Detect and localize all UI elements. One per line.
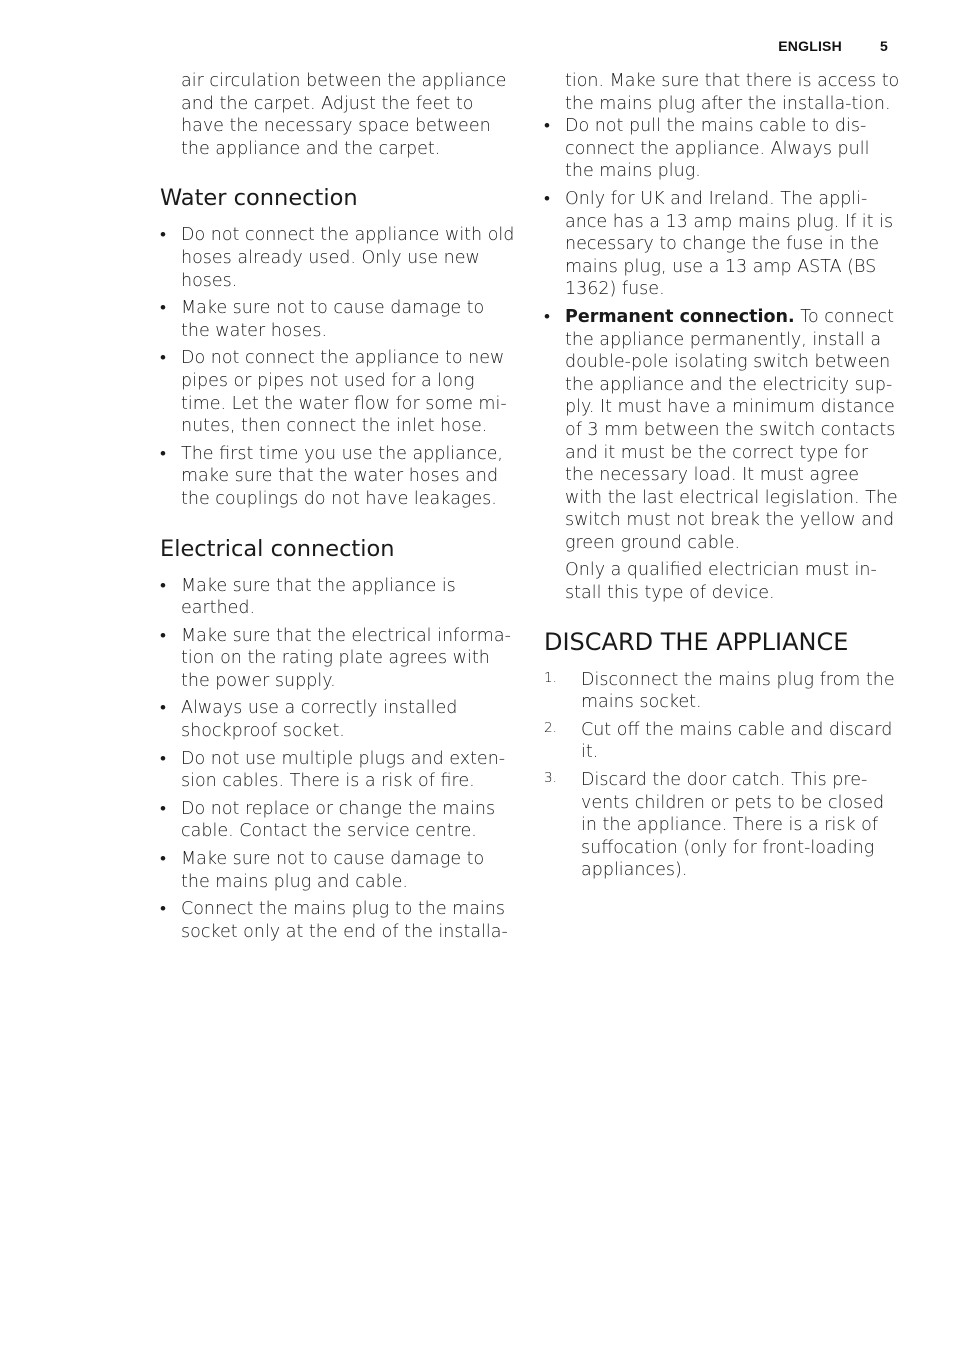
qualified-electrician-note: Only a qualified electrician must in-stall this type of device. <box>565 560 877 604</box>
list-item: • Make sure not to cause damage to the water hoses. <box>160 298 485 341</box>
list-item-permanent-connection <box>544 306 900 555</box>
bullet-icon: • <box>160 748 166 769</box>
step-number: 1. <box>544 669 557 686</box>
bullet-icon: • <box>160 575 166 596</box>
bullet-icon: • <box>160 849 166 870</box>
electrical-connection-heading: Electrical connection <box>160 535 395 562</box>
page-header <box>778 38 888 54</box>
bullet-icon: • <box>160 298 166 319</box>
bullet-icon: • <box>160 348 166 369</box>
list-item: • Make sure that the electrical informa-tion on the rating plate agrees with the power supply. <box>160 625 511 691</box>
page-number: 5 <box>880 38 888 54</box>
list-item: • Always use a correctly installed shockproof socket. <box>160 698 458 742</box>
bullet-icon: • <box>160 798 166 819</box>
list-item: • Only for UK and Ireland. The appli-ance has a 13 amp mains plug. If it is necessary to change the fuse in the mains plug, use a 13 amp ASTA (BS 1362) fuse. <box>544 188 894 300</box>
list-item: • The first time you use the appliance, make sure that the water hoses and the couplings do not have leakages. <box>160 443 503 509</box>
list-item: • Connect the mains plug to the mains socket only at the end of the installa- <box>160 899 508 942</box>
water-connection-heading: Water connection <box>160 185 358 212</box>
list-item: • Do not connect the appliance to new pipes or pipes not used for a long time. Let the water flow for some mi-nutes, then connect the inlet hose. <box>160 348 507 437</box>
list-item: • Do not pull the mains cable to dis-connect the appliance. Always pull the mains plug. <box>544 116 870 182</box>
bullet-icon: • <box>160 443 166 464</box>
list-item: • Do not use multiple plugs and exten-sion cables. There is a risk of fire. <box>160 748 506 792</box>
left-column <box>160 70 516 948</box>
bullet-icon: • <box>160 625 166 646</box>
permanent-connection-label: Permanent connection. <box>565 306 795 327</box>
right-column <box>544 70 900 887</box>
bullet-icon: • <box>160 899 166 920</box>
list-item: 1. Disconnect the mains plug from the mains socket. <box>544 669 900 714</box>
list-item: • Do not connect the appliance with old hoses already used. Only use new hoses. <box>160 225 515 291</box>
permanent-connection-text: To connect the appliance permanently, install a double-pole isolating switch between the appliance and the electricity sup-ply. It must have a minimum distance of 3 mm between the switch contacts and it must be the correct type for the necessary load. It must agree with the last electrical legislation. The switch must not break the yellow and green ground cable. <box>565 306 898 553</box>
bullet-icon: • <box>544 306 550 327</box>
list-item: • Make sure that the appliance is earthed. <box>160 575 456 619</box>
list-item: • Do not replace or change the mains cable. Contact the service centre. <box>160 798 496 842</box>
installation-continuation: tion. Make sure that there is access to the mains plug after the installa-tion. <box>565 71 900 114</box>
electrical-connection-list <box>160 575 516 944</box>
step-number: 2. <box>544 719 557 736</box>
list-item: 2. Cut off the mains cable and discard it. <box>544 719 900 764</box>
carpet-continuation: air circulation between the appliance and the carpet. Adjust the feet to have the necessary space between the appliance and the carpet. <box>181 71 507 159</box>
discard-steps-list <box>544 669 900 882</box>
discard-appliance-heading: DISCARD THE APPLIANCE <box>544 627 849 656</box>
step-number: 3. <box>544 770 557 787</box>
bullet-icon: • <box>160 225 166 246</box>
list-item: 3. Discard the door catch. This pre-vents children or pets to be closed in the appliance. There is a risk of suffocation (only for front-loading appliances). <box>544 769 900 882</box>
bullet-icon: • <box>544 188 550 209</box>
list-item: • Make sure not to cause damage to the mains plug and cable. <box>160 849 485 892</box>
water-connection-list <box>160 224 516 510</box>
bullet-icon: • <box>544 116 550 137</box>
header-language: ENGLISH <box>778 38 842 54</box>
bullet-icon: • <box>160 698 166 719</box>
electrical-connection-list-continued <box>544 115 900 554</box>
